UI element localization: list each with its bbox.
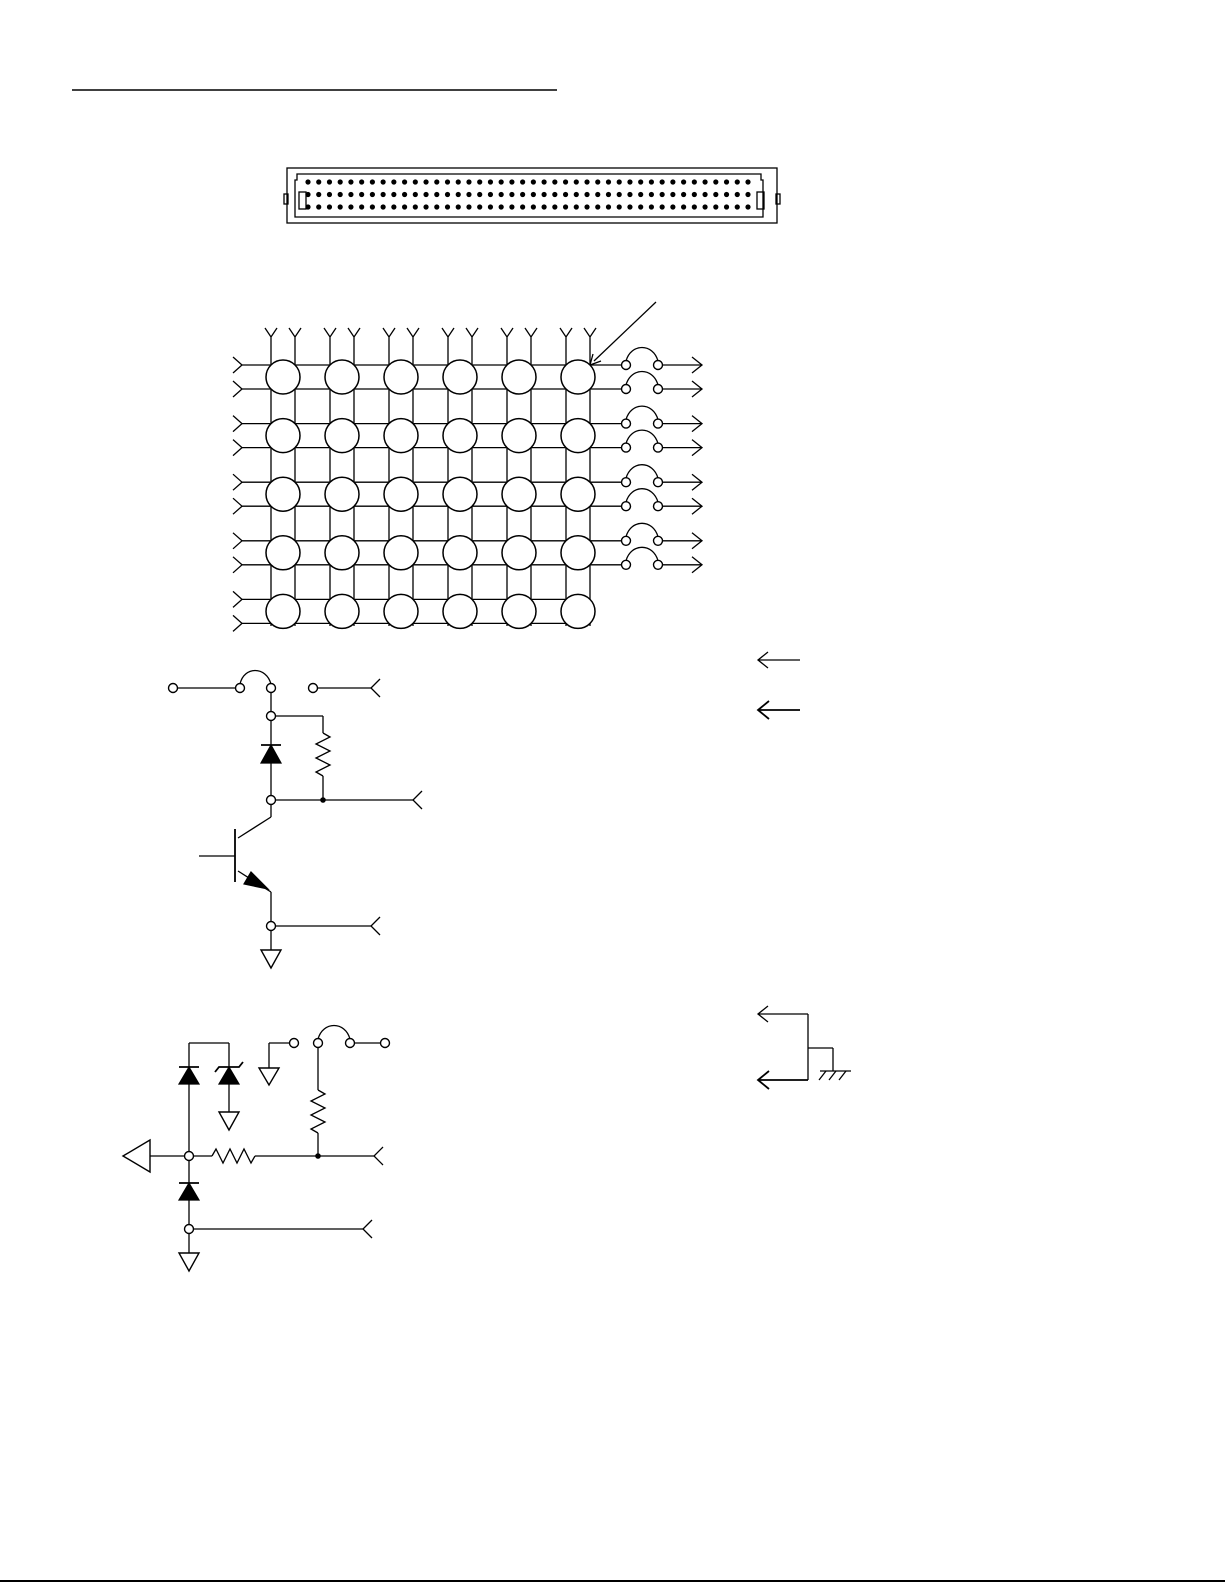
connector-pin	[520, 192, 525, 197]
connector-pin	[660, 192, 665, 197]
connector-pin	[423, 179, 428, 184]
connector-pin	[338, 192, 343, 197]
connector-pin	[381, 192, 386, 197]
jumper-pad	[622, 560, 631, 569]
jumper-pad	[622, 419, 631, 428]
connector-pin	[617, 179, 622, 184]
connector-pin	[692, 204, 697, 209]
connector-pin	[735, 192, 740, 197]
crosspoint	[502, 419, 536, 453]
ground-icon	[179, 1253, 199, 1271]
jumper-pad	[622, 385, 631, 394]
connector-pin	[713, 204, 718, 209]
analog-input-circuit	[123, 1026, 390, 1272]
jumper-pad-right	[267, 684, 276, 693]
connector-pin	[563, 204, 568, 209]
connector-pin	[638, 204, 643, 209]
connector-pin	[413, 192, 418, 197]
connector-pin-icon	[371, 679, 380, 697]
connector-pin	[391, 204, 396, 209]
connector-pin	[488, 192, 493, 197]
resistor-icon	[212, 1149, 255, 1163]
row-pin-icon	[233, 474, 242, 490]
ground-icon	[259, 1068, 279, 1085]
connector-pin	[702, 204, 707, 209]
connector-pin	[434, 192, 439, 197]
connector-pin	[445, 179, 450, 184]
jumper-link	[626, 523, 658, 537]
connector-pin	[574, 204, 579, 209]
column-pin-icon	[324, 328, 336, 342]
connector-pin	[445, 192, 450, 197]
crosspoint	[325, 360, 359, 394]
resistor-icon	[311, 1090, 325, 1133]
diode-icon	[179, 1183, 199, 1200]
connector-pin	[541, 179, 546, 184]
connector-pin	[327, 179, 332, 184]
connector-pin	[702, 179, 707, 184]
callout-arrow-line	[594, 302, 656, 361]
jumper-pad	[622, 361, 631, 370]
crosspoint	[443, 477, 477, 511]
jumper-link	[626, 406, 658, 420]
connector-pin	[488, 204, 493, 209]
connector-pin	[413, 179, 418, 184]
column-pin-icon	[525, 328, 537, 342]
connector-pin	[381, 179, 386, 184]
connector-pin	[456, 192, 461, 197]
connector-pin	[670, 192, 675, 197]
connector-pin	[713, 179, 718, 184]
connector-pin	[423, 192, 428, 197]
connector-pin	[660, 204, 665, 209]
connector-pin	[702, 192, 707, 197]
connector-pin	[456, 204, 461, 209]
connector-pin	[606, 179, 611, 184]
crosspoint	[266, 536, 300, 570]
connector-pin	[477, 179, 482, 184]
connector-pin	[724, 179, 729, 184]
connector-pin	[423, 204, 428, 209]
connector-pin	[466, 192, 471, 197]
connector-pin	[348, 204, 353, 209]
connector-pin	[488, 179, 493, 184]
jumper-pad	[622, 443, 631, 452]
connector-pin	[617, 192, 622, 197]
connector-pin	[327, 204, 332, 209]
connector-pin	[649, 204, 654, 209]
column-pin-icon	[442, 328, 454, 342]
connector-pin	[413, 204, 418, 209]
crosspoint	[443, 594, 477, 628]
column-pin-icon	[348, 328, 360, 342]
connector-pin	[499, 179, 504, 184]
column-pin-icon	[265, 328, 277, 342]
connector-pin	[466, 204, 471, 209]
row-pin-icon	[233, 357, 242, 373]
jumper-link	[626, 348, 658, 362]
connector-pin-icon	[371, 917, 380, 935]
connector-pin	[617, 204, 622, 209]
connector-latch-right	[776, 194, 780, 204]
input-terminal	[169, 684, 178, 693]
crosspoint	[443, 419, 477, 453]
connector-pin	[348, 192, 353, 197]
crosspoint	[502, 360, 536, 394]
connector-pin	[316, 192, 321, 197]
connector-pin	[338, 179, 343, 184]
crosspoint	[502, 594, 536, 628]
connector-pin	[584, 204, 589, 209]
connector-pin	[370, 179, 375, 184]
connector-pin	[574, 192, 579, 197]
connector-pin	[445, 204, 450, 209]
connector-pin	[552, 204, 557, 209]
jumper-pad	[654, 385, 663, 394]
crosspoint	[561, 594, 595, 628]
resistor-icon	[316, 733, 330, 776]
column-pin-icon	[560, 328, 572, 342]
connector-pin	[692, 192, 697, 197]
connector-pin	[724, 192, 729, 197]
connector-pin	[681, 192, 686, 197]
jumper-pad	[654, 478, 663, 487]
jumper-link	[626, 430, 658, 444]
jumper-pad-left	[236, 684, 245, 693]
amplifier-icon	[123, 1140, 150, 1172]
connector-pin	[627, 192, 632, 197]
connector-pin	[466, 179, 471, 184]
column-pin-icon	[584, 328, 596, 342]
transistor-emitter-arrow	[244, 872, 268, 889]
crosspoint	[266, 477, 300, 511]
jumper-pad	[654, 443, 663, 452]
row-pin-icon	[233, 381, 242, 397]
connector-pin-icon	[363, 1220, 372, 1238]
connector-pin	[574, 179, 579, 184]
connector-pin	[745, 204, 750, 209]
transistor-output-circuit	[169, 671, 423, 969]
connector-pin	[338, 204, 343, 209]
relay-matrix	[233, 302, 702, 631]
connector-pin	[627, 179, 632, 184]
connector-pin	[456, 179, 461, 184]
crosspoint	[443, 360, 477, 394]
jumper-link	[240, 671, 271, 685]
jumper-pad	[654, 502, 663, 511]
jumper-pad	[622, 502, 631, 511]
connector-pin	[402, 204, 407, 209]
connector-pin	[499, 204, 504, 209]
connector-pin	[735, 179, 740, 184]
jumper-link	[626, 372, 658, 386]
row-pin-icon	[233, 591, 242, 607]
connector-pin	[724, 204, 729, 209]
crosspoint	[266, 419, 300, 453]
connector-pin	[627, 204, 632, 209]
connector-pin	[434, 204, 439, 209]
connector-pin	[745, 192, 750, 197]
connector-pin	[541, 192, 546, 197]
column-pin-icon	[289, 328, 301, 342]
jumper-link	[626, 547, 658, 561]
crosspoint	[561, 360, 595, 394]
diode-icon	[261, 745, 281, 763]
crosspoint	[325, 594, 359, 628]
connector-pin	[638, 179, 643, 184]
connector-pin	[520, 204, 525, 209]
connector-pin	[381, 204, 386, 209]
crosspoint	[325, 477, 359, 511]
row-pin-icon	[233, 557, 242, 573]
connector-pin	[370, 204, 375, 209]
connector-pin	[584, 192, 589, 197]
connector-pin	[434, 179, 439, 184]
connector-pin	[327, 192, 332, 197]
jumper-pad	[654, 560, 663, 569]
connector-pin	[370, 192, 375, 197]
connector-pin	[520, 179, 525, 184]
crosspoint	[384, 477, 418, 511]
row-pin-icon	[233, 440, 242, 456]
connector-pin	[402, 179, 407, 184]
connector-pin	[649, 179, 654, 184]
connector-pin	[638, 192, 643, 197]
connector-pin	[391, 192, 396, 197]
crosspoint	[561, 536, 595, 570]
crosspoint	[325, 536, 359, 570]
connector-pin	[509, 179, 514, 184]
jumper-pad	[622, 536, 631, 545]
connector-pin	[649, 192, 654, 197]
legend-arrow-1	[758, 652, 800, 668]
connector-pin	[359, 179, 364, 184]
connector-pin	[606, 192, 611, 197]
transistor-collector	[238, 817, 271, 838]
column-pin-icon	[501, 328, 513, 342]
jumper-link	[626, 489, 658, 503]
connector-key-left	[299, 192, 306, 209]
connector-pin	[584, 179, 589, 184]
connector-pin-field	[305, 179, 750, 209]
output-terminal	[309, 684, 318, 693]
connector-pin	[606, 204, 611, 209]
row-pin-icon	[233, 416, 242, 432]
crosspoint	[266, 594, 300, 628]
matrix-output-jumpers	[622, 348, 703, 573]
connector-pin	[681, 204, 686, 209]
crosspoint	[502, 477, 536, 511]
crosspoint	[561, 477, 595, 511]
connector-pin	[552, 179, 557, 184]
connector-pin	[391, 179, 396, 184]
connector-pin	[305, 204, 310, 209]
connector-pin	[670, 204, 675, 209]
connector-pin	[595, 192, 600, 197]
connector-pin	[531, 179, 536, 184]
crosspoint	[502, 536, 536, 570]
connector-pin	[316, 179, 321, 184]
connector-pin	[745, 179, 750, 184]
connector-pin	[713, 192, 718, 197]
connector-pin	[477, 192, 482, 197]
connector-pin	[305, 192, 310, 197]
connector-pin	[660, 179, 665, 184]
ground-icon	[261, 950, 281, 968]
connector-latch-left	[284, 194, 288, 204]
connector-pin	[552, 192, 557, 197]
connector-pin	[531, 192, 536, 197]
connector-pin	[348, 179, 353, 184]
jumper-pad	[622, 478, 631, 487]
column-pin-icon	[407, 328, 419, 342]
connector-pin	[477, 204, 482, 209]
connector-pin	[359, 204, 364, 209]
connector-pin	[670, 179, 675, 184]
matrix-crosspoints	[266, 360, 595, 628]
diode-icon	[179, 1067, 199, 1084]
jumper-pad	[654, 536, 663, 545]
connector-header	[284, 168, 780, 223]
connector-pin-icon	[413, 791, 422, 809]
connector-pin	[595, 204, 600, 209]
crosspoint	[384, 536, 418, 570]
connector-pin	[499, 192, 504, 197]
connector-pin	[563, 179, 568, 184]
ground-icon	[219, 1112, 239, 1130]
connector-pin	[595, 179, 600, 184]
jumper-pad	[654, 419, 663, 428]
connector-pin	[305, 179, 310, 184]
connector-pin-icon	[374, 1147, 383, 1165]
crosspoint	[561, 419, 595, 453]
row-pin-icon	[233, 615, 242, 631]
jumper-link	[318, 1026, 350, 1040]
connector-pin	[509, 192, 514, 197]
connector-pin	[692, 179, 697, 184]
legend-arrow-2	[758, 701, 800, 719]
connector-pin	[541, 204, 546, 209]
connector-pin	[509, 204, 514, 209]
crosspoint	[384, 360, 418, 394]
connector-pin	[563, 192, 568, 197]
crosspoint	[266, 360, 300, 394]
row-pin-icon	[233, 533, 242, 549]
crosspoint	[384, 419, 418, 453]
connector-pin	[359, 192, 364, 197]
column-pin-icon	[466, 328, 478, 342]
crosspoint	[325, 419, 359, 453]
crosspoint	[384, 594, 418, 628]
connector-pin	[316, 204, 321, 209]
connector-pin	[402, 192, 407, 197]
jumper-pad	[654, 361, 663, 370]
connector-pin	[735, 204, 740, 209]
row-pin-icon	[233, 498, 242, 514]
chassis-legend	[758, 1006, 851, 1089]
jumper-link	[626, 465, 658, 479]
connector-pin	[531, 204, 536, 209]
column-pin-icon	[383, 328, 395, 342]
crosspoint	[443, 536, 477, 570]
connector-pin	[681, 179, 686, 184]
